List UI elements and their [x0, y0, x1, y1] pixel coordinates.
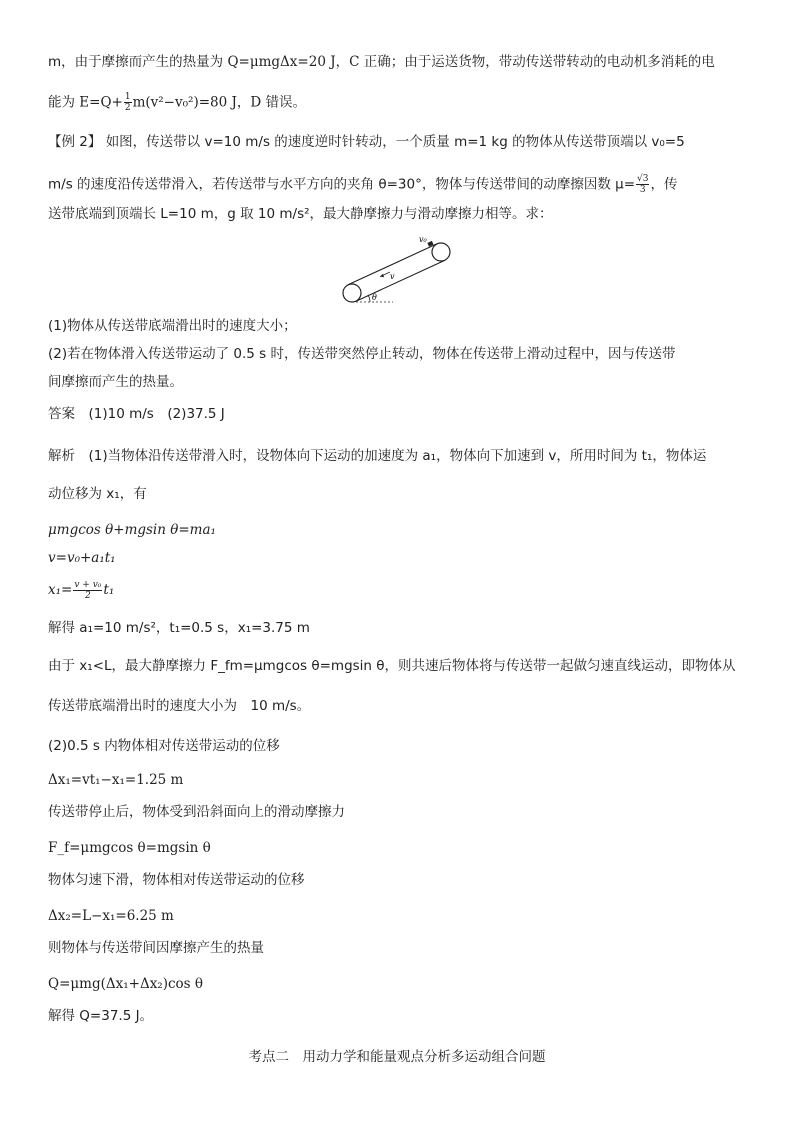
equation: Q=μmg(Δx₁+Δx₂)cos θ [48, 976, 204, 992]
solution-text: 传送带停止后，物体受到沿斜面向上的滑动摩擦力 [48, 804, 345, 820]
question-2: (2)若在物体滑入传送带运动了 0.5 s 时，传送带突然停止转动，物体在传送带上滑动过程中，因与传送带 [48, 346, 676, 362]
solution-text: 解析 (1)当物体沿传送带滑入时，设物体向下运动的加速度为 a₁，物体向下加速到 v，所用时间为 t₁，物体运 [48, 448, 707, 464]
equation-line [48, 520, 216, 540]
text-line [48, 656, 736, 676]
text-line [48, 52, 715, 72]
text-line [48, 802, 345, 822]
equation-line [48, 580, 114, 601]
equation: v=v₀+a₁t₁ [48, 550, 116, 566]
text-line [48, 446, 706, 466]
solution-text: (2)0.5 s 内物体相对传送带运动的位移 [48, 738, 280, 754]
fraction-denominator: 2 [124, 103, 131, 113]
equation-line [48, 548, 116, 568]
solution-text: 则物体与传送带间因摩擦产生的热量 [48, 940, 264, 956]
question-1: (1)物体从传送带底端滑出时的速度大小； [48, 318, 297, 334]
text-line [48, 344, 676, 364]
text-line [48, 736, 280, 756]
text-line [48, 92, 306, 113]
equation: t₁ [103, 582, 115, 598]
conveyor-diagram [338, 232, 458, 304]
angle-arc [368, 295, 370, 302]
fraction [73, 580, 102, 601]
fraction [124, 92, 132, 113]
bottom-roller [343, 284, 361, 302]
text-line [48, 1006, 153, 1026]
fraction-numerator: √3 [637, 174, 649, 184]
equation: Δx₁=vt₁−x₁=1.25 m [48, 772, 184, 788]
equation: F_f=μmgcos θ=mgsin θ [48, 840, 211, 856]
equation: Δx₂=L−x₁=6.25 m [48, 908, 174, 924]
example-tag: 【例 2】 [48, 134, 102, 150]
arrowhead-icon [380, 274, 384, 278]
text-line [48, 618, 310, 638]
text-line [48, 204, 553, 224]
label-v: v [390, 272, 395, 281]
text-line [48, 938, 264, 958]
solution-text: 解得 Q=37.5 J。 [48, 1008, 154, 1024]
equation-line [48, 770, 183, 790]
section-heading: 考点二 用动力学和能量观点分析多运动组合问题 [248, 1049, 546, 1065]
solution-text: 解得 a₁=10 m/s²，t₁=0.5 s，x₁=3.75 m [48, 620, 310, 636]
fraction-numerator: 1 [124, 92, 131, 102]
fraction-denominator: 2 [85, 591, 91, 601]
answer-line [48, 404, 225, 424]
label-theta: θ [372, 293, 377, 302]
text-line [48, 484, 147, 504]
text-fragment: 能为 [48, 94, 75, 111]
equation-line [48, 838, 211, 858]
text-fragment: 送带底端到顶端长 L=10 m，g 取 10 m/s²，最大静摩擦力与滑动摩擦力相等。求： [48, 206, 553, 222]
equation: x₁= [48, 582, 73, 598]
question-2-cont: 间摩擦而产生的热量。 [48, 374, 183, 390]
solution-text: 物体匀速下滑，物体相对传送带运动的位移 [48, 872, 305, 888]
answer: 答案 (1)10 m/s (2)37.5 J [48, 406, 225, 422]
solution-text: 传送带底端滑出时的速度大小为 10 m/s。 [48, 698, 311, 714]
label-v0: v₀ [419, 235, 427, 244]
text-fragment: m，由于摩擦而产生的热量为 [48, 54, 224, 70]
text-fragment: 如图，传送带以 v=10 m/s 的速度逆时针转动，一个质量 m=1 kg 的物体从传送带顶端以 v₀=5 [105, 134, 685, 150]
text-line [48, 132, 685, 152]
text-line [48, 696, 310, 716]
text-fragment: ，传 [650, 176, 678, 193]
text-line [48, 870, 305, 890]
text-line [48, 316, 297, 336]
text-fragment: m/s 的速度沿传送带滑入，若传送带与水平方向的夹角 θ=30°，物体与传送带间的动摩擦因数 μ= [48, 176, 636, 193]
equation: μmgcos θ+mgsin θ=ma₁ [48, 522, 216, 538]
equation: m(v²−v₀²)=80 J，D 错误。 [132, 94, 307, 111]
top-roller [432, 243, 450, 261]
equation: E=Q+ [79, 94, 123, 111]
fraction-numerator: v + v₀ [74, 580, 102, 590]
fraction [636, 174, 649, 195]
belt-bottom [356, 260, 445, 301]
equation: Q=μmgΔx=20 J，C 正确；由于运送货物，带动传送带转动的电动机多消耗的电 [227, 54, 715, 70]
text-line [48, 372, 183, 392]
equation-line [48, 974, 203, 994]
solution-text: 由于 x₁<L，最大静摩擦力 F_fm=μmgcos θ=mgsin θ，则共速后物体将与传送带一起做匀速直线运动，即物体从 [48, 658, 736, 674]
text-line [48, 174, 677, 195]
fraction-denominator: 3 [639, 185, 646, 195]
solution-text: 动位移为 x₁，有 [48, 486, 147, 502]
equation-line [48, 906, 174, 926]
